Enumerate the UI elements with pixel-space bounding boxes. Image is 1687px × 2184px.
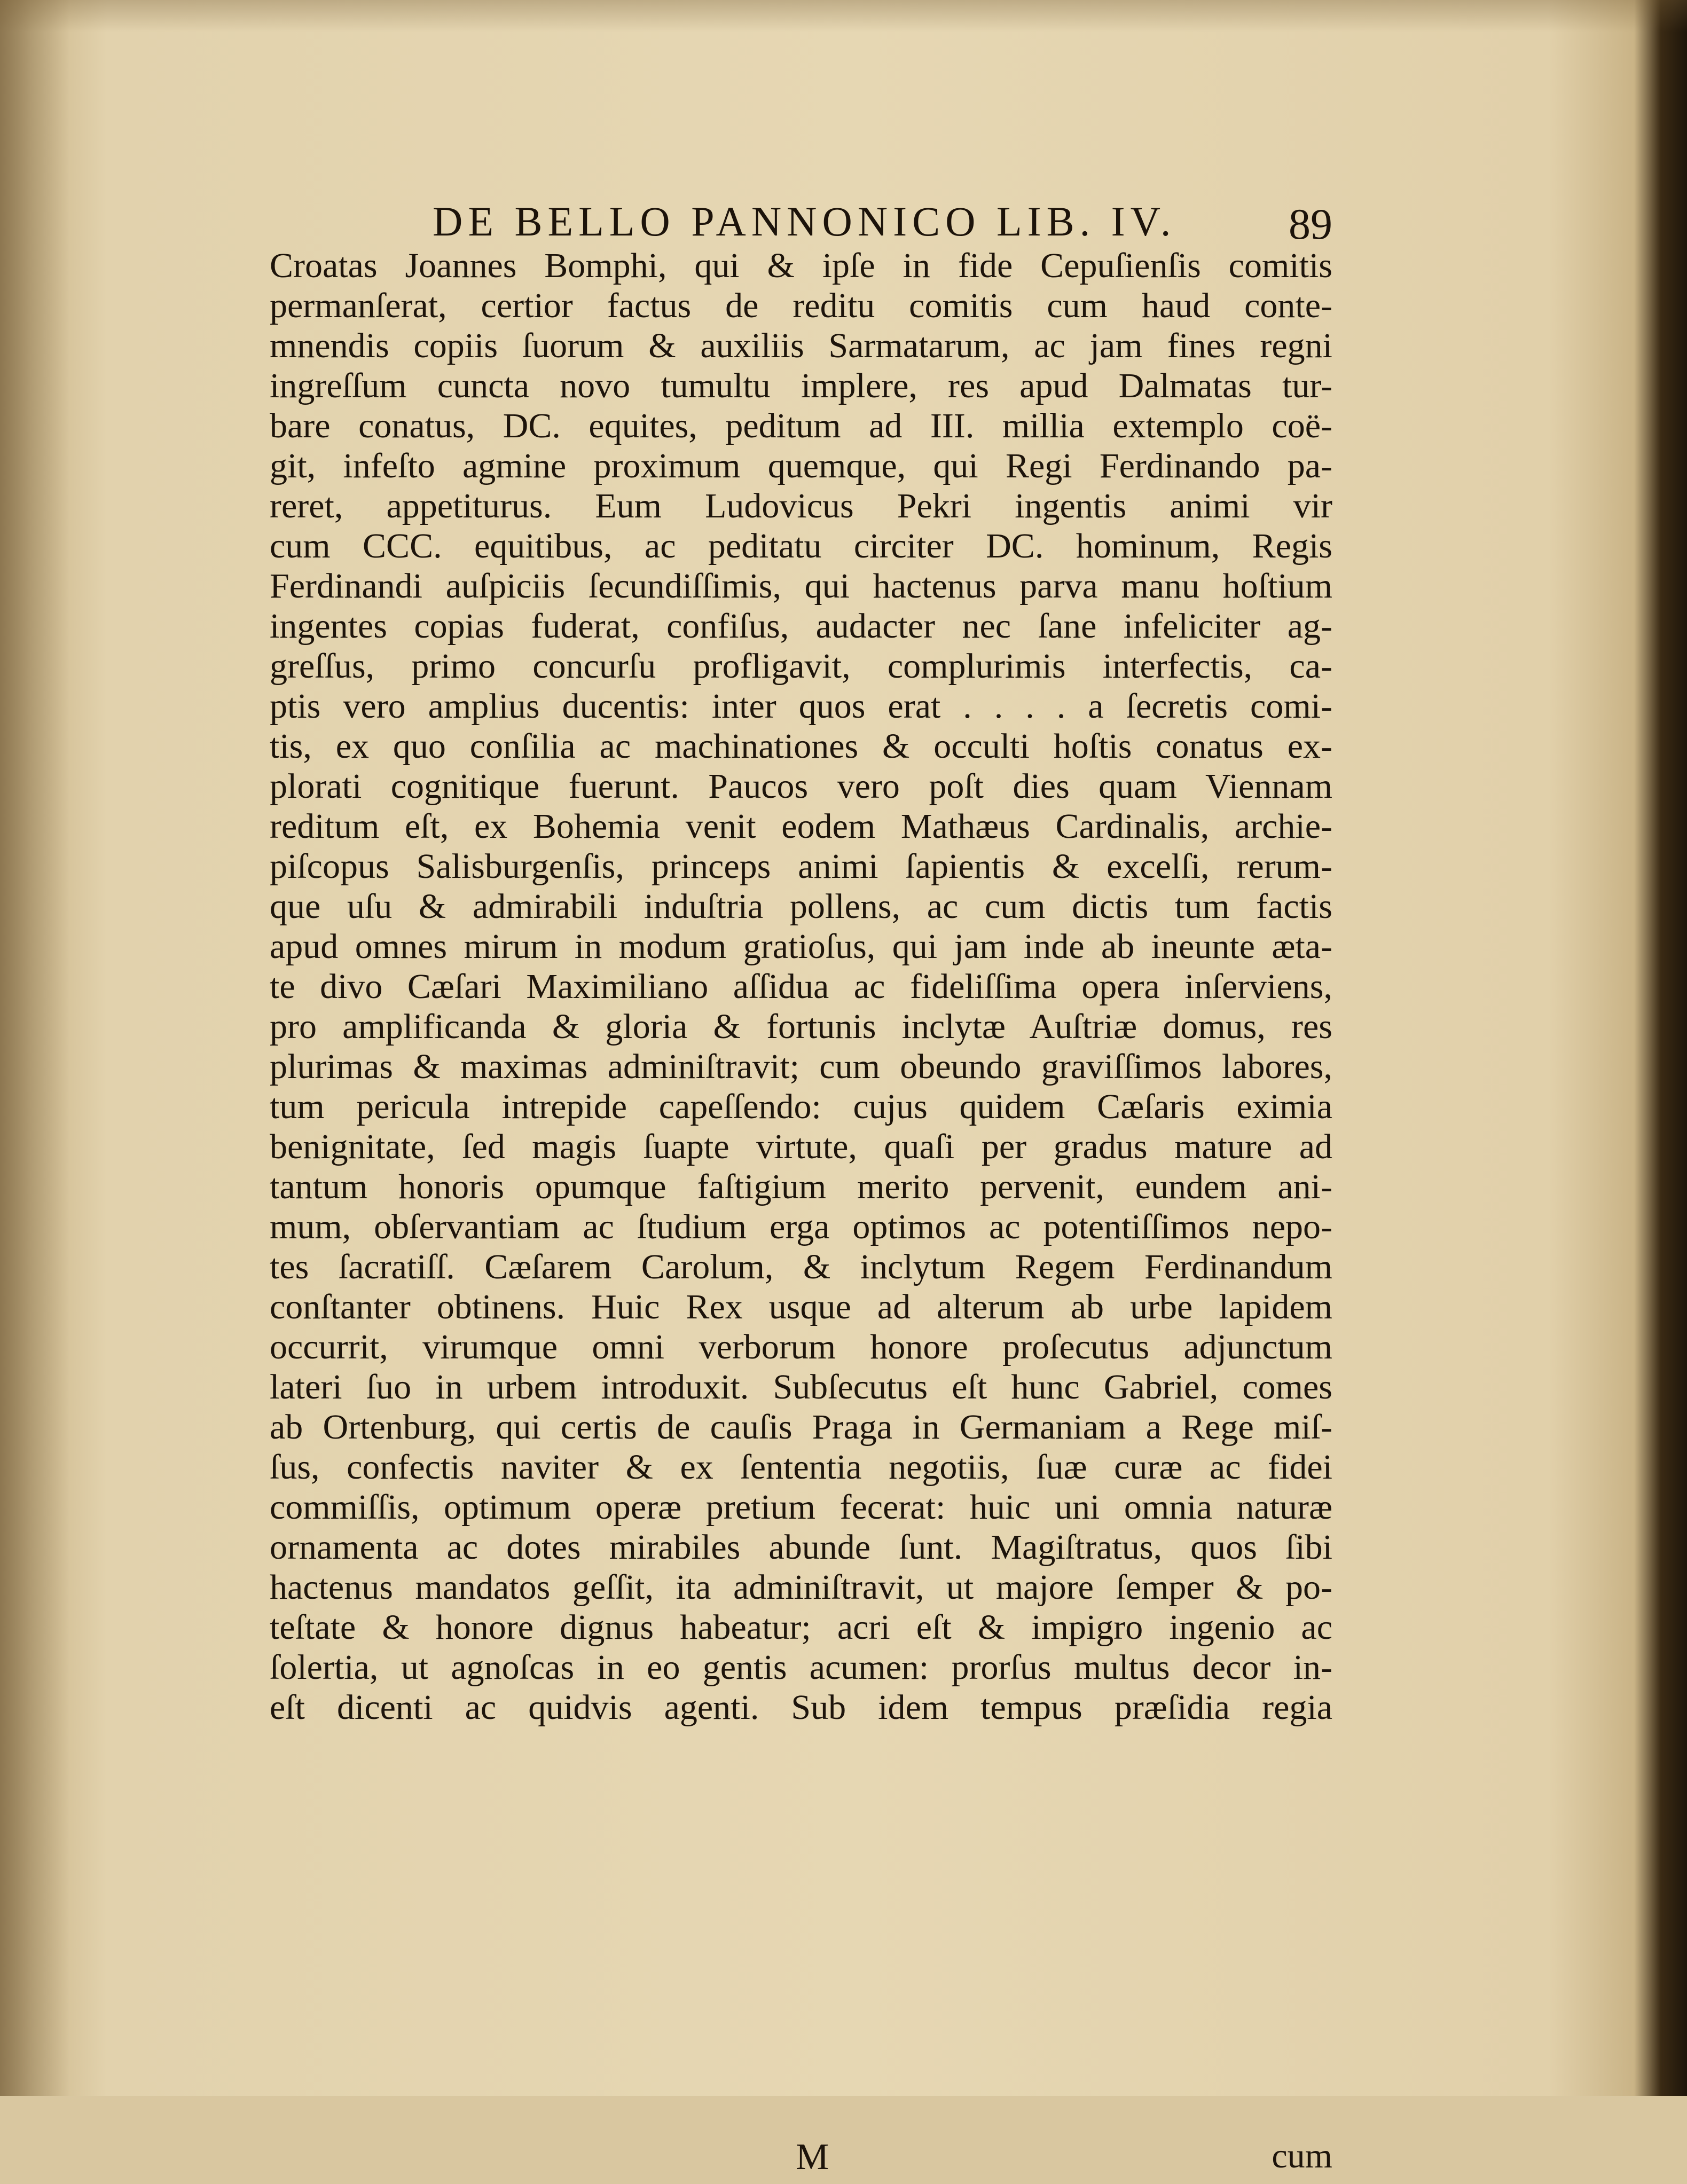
top-edge-shading — [0, 0, 1687, 32]
body-text — [270, 246, 1332, 1727]
text-line: tis, ex quo conſilia ac machinationes & occulti hoſtis conatus ex- — [270, 727, 1332, 766]
text-line: ab Ortenburg, qui certis de cauſis Praga in Germaniam a Rege miſ- — [270, 1408, 1332, 1447]
text-line: ingentes copias fuderat, confiſus, audacter nec ſane infeliciter ag- — [270, 607, 1332, 646]
text-line: ſolertia, ut agnoſcas in eo gentis acumen: prorſus multus decor in- — [270, 1648, 1332, 1687]
text-line: plorati cognitique fuerunt. Paucos vero poſt dies quam Viennam — [270, 767, 1332, 806]
text-line: ptis vero amplius ducentis: inter quos erat . . . . a ſecretis comi- — [270, 687, 1332, 726]
text-line: apud omnes mirum in modum gratioſus, qui jam inde ab ineunte æta- — [270, 927, 1332, 966]
page-header — [270, 192, 1332, 251]
text-line: pro amplificanda & gloria & fortunis inclytæ Auſtriæ domus, res — [270, 1007, 1332, 1046]
running-title: DE BELLO PANNONICO LIB. IV. — [433, 198, 1176, 245]
text-line: piſcopus Salisburgenſis, princeps animi ſapientis & excelſi, rerum- — [270, 847, 1332, 886]
text-line: te divo Cæſari Maximiliano aſſidua ac fideliſſima opera inſerviens, — [270, 967, 1332, 1006]
signature-mark: M — [796, 2136, 829, 2178]
text-line: Ferdinandi auſpiciis ſecundiſſimis, qui hactenus parva manu hoſtium — [270, 567, 1332, 606]
text-line: tantum honoris opumque faſtigium merito pervenit, eundem ani- — [270, 1167, 1332, 1206]
text-line: teſtate & honore dignus habeatur; acri eſt & impigro ingenio ac — [270, 1608, 1332, 1647]
text-line: cum CCC. equitibus, ac peditatu circiter DC. hominum, Regis — [270, 527, 1332, 565]
text-line: ornamenta ac dotes mirabiles abunde ſunt. Magiſtratus, quos ſibi — [270, 1528, 1332, 1567]
text-line: greſſus, primo concurſu profligavit, complurimis interfectis, ca- — [270, 647, 1332, 686]
gutter-shadow — [0, 0, 69, 2096]
text-line: hactenus mandatos geſſit, ita adminiſtravit, ut majore ſemper & po- — [270, 1568, 1332, 1607]
page-footer — [270, 2136, 1332, 2184]
text-line: eſt dicenti ac quidvis agenti. Sub idem tempus præſidia regia — [270, 1688, 1332, 1727]
page-number: 89 — [1289, 200, 1332, 248]
text-line: benignitate, ſed magis ſuapte virtute, quaſi per gradus mature ad — [270, 1127, 1332, 1166]
text-line: ingreſſum cuncta novo tumultu implere, res apud Dalmatas tur- — [270, 366, 1332, 405]
text-line: reditum eſt, ex Bohemia venit eodem Mathæus Cardinalis, archie- — [270, 807, 1332, 846]
text-line: occurrit, virumque omni verborum honore proſecutus adjunctum — [270, 1327, 1332, 1366]
text-line: Croatas Joannes Bomphi, qui & ipſe in fide Cepuſienſis comitis — [270, 246, 1332, 285]
catchword: cum — [1272, 2136, 1332, 2175]
printed-page — [270, 192, 1332, 2178]
text-line: mnendis copiis ſuorum & auxiliis Sarmatarum, ac jam fines regni — [270, 326, 1332, 365]
text-line: tum pericula intrepide capeſſendo: cujus quidem Cæſaris eximia — [270, 1087, 1332, 1126]
text-line: conſtanter obtinens. Huic Rex usque ad alterum ab urbe lapidem — [270, 1287, 1332, 1326]
text-line: tes ſacratiſſ. Cæſarem Carolum, & inclytum Regem Ferdinandum — [270, 1247, 1332, 1286]
text-line: que uſu & admirabili induſtria pollens, ac cum dictis tum factis — [270, 887, 1332, 926]
text-line: commiſſis, optimum operæ pretium fecerat: huic uni omnia naturæ — [270, 1488, 1332, 1527]
text-line: ſus, confectis naviter & ex ſententia negotiis, ſuæ curæ ac fidei — [270, 1448, 1332, 1487]
text-line: permanſerat, certior factus de reditu comitis cum haud conte- — [270, 286, 1332, 325]
text-line: lateri ſuo in urbem introduxit. Subſecutus eſt hunc Gabriel, comes — [270, 1368, 1332, 1407]
text-line: git, infeſto agmine proximum quemque, qui Regi Ferdinando pa- — [270, 446, 1332, 485]
text-line: plurimas & maximas adminiſtravit; cum obeundo graviſſimos labores, — [270, 1047, 1332, 1086]
text-line: bare conatus, DC. equites, peditum ad III. millia extemplo coë- — [270, 406, 1332, 445]
text-line: reret, appetiturus. Eum Ludovicus Pekri ingentis animi vir — [270, 486, 1332, 525]
text-line: mum, obſervantiam ac ſtudium erga optimos ac potentiſſimos nepo- — [270, 1207, 1332, 1246]
